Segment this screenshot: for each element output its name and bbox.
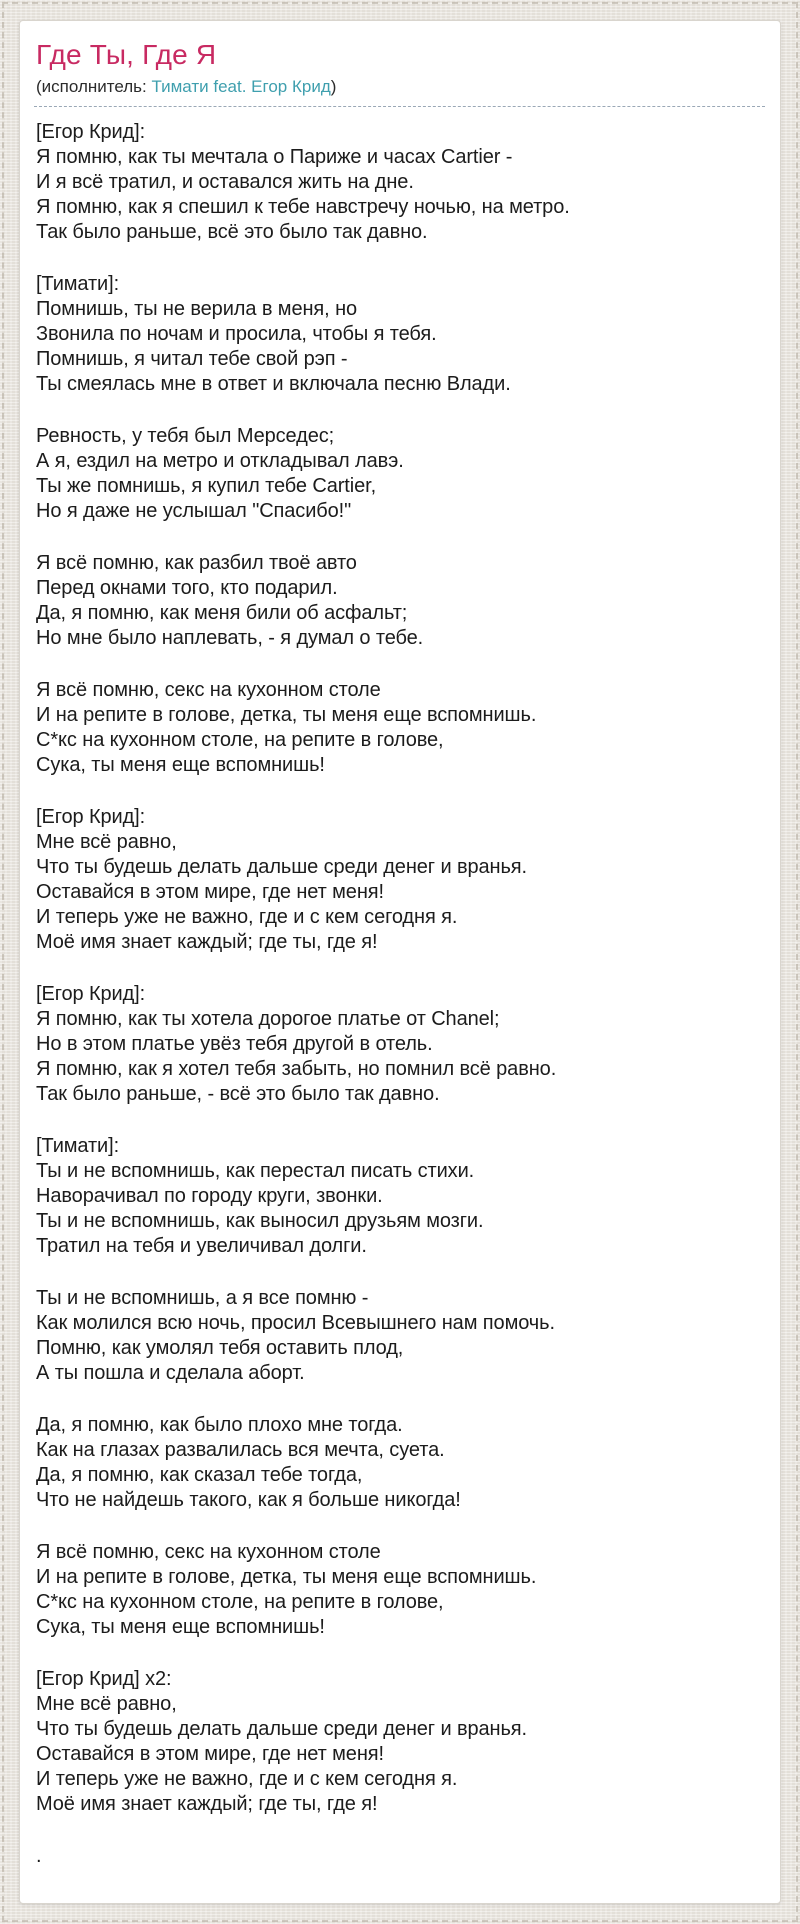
stanza [36, 1286, 763, 1386]
lyric-line: Но я даже не услышал "Спасибо!" [36, 500, 352, 522]
lyric-line: Да, я помню, как меня били об асфальт; [36, 602, 408, 624]
lyric-line: Ты смеялась мне в ответ и включала песню Влади. [36, 373, 511, 395]
stanza [36, 120, 763, 245]
artist-link[interactable]: Тимати feat. Егор Крид [151, 77, 331, 96]
lyric-line: Ты и не вспомнишь, как перестал писать стихи. [36, 1160, 475, 1182]
lyric-line: Я помню, как я хотел тебя забыть, но помнил всё равно. [36, 1058, 557, 1080]
lyric-line: [Егор Крид]: [36, 121, 146, 143]
lyric-line: С*кс на кухонном столе, на репите в голове, [36, 1591, 444, 1613]
lyric-line: Моё имя знает каждый; где ты, где я! [36, 931, 378, 953]
lyric-line: Ревность, у тебя был Мерседес; [36, 425, 335, 447]
lyric-line: И на репите в голове, детка, ты меня еще вспомнишь. [36, 1566, 537, 1588]
lyric-line: Так было раньше, всё это было так давно. [36, 221, 428, 243]
lyric-line: Помнишь, я читал тебе свой рэп - [36, 348, 348, 370]
lyric-line: Так было раньше, - всё это было так давно. [36, 1083, 440, 1105]
stanza [36, 1667, 763, 1817]
stanza [36, 982, 763, 1107]
lyric-line: Наворачивал по городу круги, звонки. [36, 1185, 383, 1207]
lyric-line: Мне всё равно, [36, 831, 177, 853]
lyric-line: Ты и не вспомнишь, как выносил друзьям мозги. [36, 1210, 484, 1232]
lyric-line: Помню, как умолял тебя оставить плод, [36, 1337, 404, 1359]
lyric-line: [Тимати]: [36, 1135, 120, 1157]
lyric-line: Моё имя знает каждый; где ты, где я! [36, 1793, 378, 1815]
stanza [36, 551, 763, 651]
lyric-line: Я помню, как ты хотела дорогое платье от Chanel; [36, 1008, 500, 1030]
lyric-line: [Тимати]: [36, 273, 120, 295]
lyric-line: Как на глазах развалилась вся мечта, суета. [36, 1439, 445, 1461]
lyric-line: Оставайся в этом мире, где нет меня! [36, 1743, 384, 1765]
stanza [36, 424, 763, 524]
lyric-line: Мне всё равно, [36, 1693, 177, 1715]
lyrics-card [19, 20, 781, 1904]
lyric-line: Но мне было наплевать, - я думал о тебе. [36, 627, 424, 649]
lyric-line: Сука, ты меня еще вспомнишь! [36, 754, 325, 776]
lyrics [34, 107, 765, 1869]
lyric-line: Да, я помню, как было плохо мне тогда. [36, 1414, 403, 1436]
lyric-line: Но в этом платье увёз тебя другой в отель. [36, 1033, 433, 1055]
lyric-line: И я всё тратил, и оставался жить на дне. [36, 171, 414, 193]
artist-label-prefix: (исполнитель: [36, 77, 152, 96]
lyric-line: Перед окнами того, кто подарил. [36, 577, 338, 599]
lyric-line: Тратил на тебя и увеличивал долги. [36, 1235, 367, 1257]
lyric-line: [Егор Крид]: [36, 806, 146, 828]
lyric-line: Я помню, как я спешил к тебе навстречу ночью, на метро. [36, 196, 570, 218]
lyric-line: Что ты будешь делать дальше среди денег и вранья. [36, 1718, 527, 1740]
lyric-line: И на репите в голове, детка, ты меня еще вспомнишь. [36, 704, 537, 726]
lyric-line: Ты же помнишь, я купил тебе Cartier, [36, 475, 377, 497]
lyric-line: Я всё помню, как разбил твоё авто [36, 552, 357, 574]
stanza [36, 805, 763, 955]
artist-label-suffix: ) [330, 77, 337, 96]
lyric-line: С*кс на кухонном столе, на репите в голове, [36, 729, 444, 751]
lyric-line: Звонила по ночам и просила, чтобы я тебя. [36, 323, 437, 345]
lyric-line: Да, я помню, как сказал тебе тогда, [36, 1464, 363, 1486]
lyric-line: И теперь уже не важно, где и с кем сегодня я. [36, 1768, 458, 1790]
lyric-line: И теперь уже не важно, где и с кем сегодня я. [36, 906, 458, 928]
lyric-line: Я всё помню, секс на кухонном столе [36, 679, 381, 701]
song-title: Где Ты, Где Я [36, 39, 217, 70]
stanza [36, 1540, 763, 1640]
song-header [34, 37, 765, 107]
lyric-line: [Егор Крид] х2: [36, 1668, 172, 1690]
lyric-line: Помнишь, ты не верила в меня, но [36, 298, 358, 320]
lyric-line: Сука, ты меня еще вспомнишь! [36, 1616, 325, 1638]
lyric-line: Что ты будешь делать дальше среди денег и вранья. [36, 856, 527, 878]
stanza [36, 1413, 763, 1513]
artist-line [36, 76, 763, 97]
lyric-line: А я, ездил на метро и откладывал лавэ. [36, 450, 404, 472]
lyric-line: А ты пошла и сделала аборт. [36, 1362, 305, 1384]
lyric-line: Оставайся в этом мире, где нет меня! [36, 881, 384, 903]
stanza [36, 1134, 763, 1259]
lyric-line: Как молился всю ночь, просил Всевышнего нам помочь. [36, 1312, 555, 1334]
stanza [36, 272, 763, 397]
lyric-line: [Егор Крид]: [36, 983, 146, 1005]
lyric-line: Я помню, как ты мечтала о Париже и часах Cartier - [36, 146, 513, 168]
stanza [36, 678, 763, 778]
stanza [36, 1844, 763, 1869]
lyric-line: Ты и не вспомнишь, а я все помню - [36, 1287, 369, 1309]
lyric-line: Я всё помню, секс на кухонном столе [36, 1541, 381, 1563]
lyric-line: Что не найдешь такого, как я больше никогда! [36, 1489, 461, 1511]
lyric-line: . [36, 1845, 42, 1867]
